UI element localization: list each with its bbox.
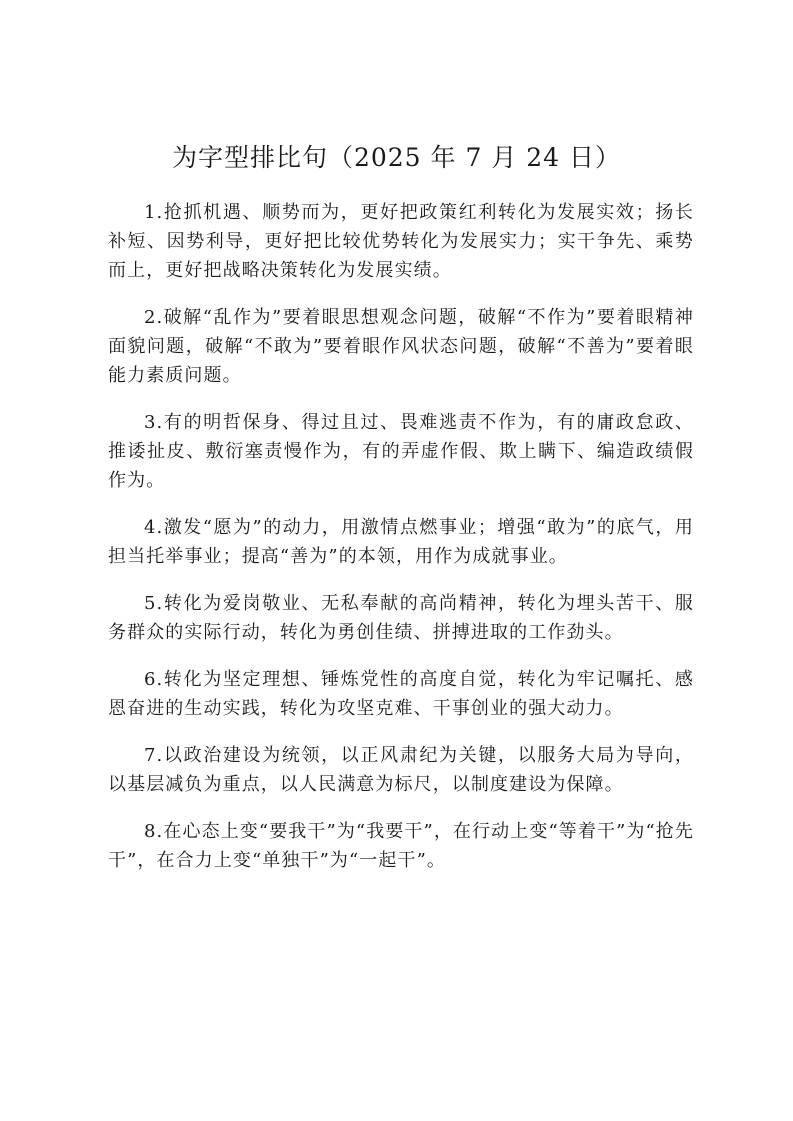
paragraph-4: 4.激发“愿为”的动力，用激情点燃事业；增强“敢为”的底气，用担当托举事业；提高“善为”的本领，用作为成就事业。 <box>108 517 694 567</box>
paragraph-1: 1.抢抓机遇、顺势而为，更好把政策红利转化为发展实效；扬长补短、因势利导，更好把比较优势转化为发展实力；实干争先、乘势而上，更好把战略决策转化为发展实绩。 <box>108 202 694 281</box>
document-body <box>108 198 694 893</box>
page-title: 为字型排比句（2025 年 7 月 24 日） <box>171 143 622 172</box>
paragraph-7: 7.以政治建设为统领，以正风肃纪为关键，以服务大局为导向，以基层减负为重点，以人民满意为标尺，以制度建设为保障。 <box>108 745 694 795</box>
paragraph-3: 3.有的明哲保身、得过且过、畏难逃责不作为，有的庸政怠政、推诿扯皮、敷衍塞责慢作为，有的弄虚作假、欺上瞒下、编造政绩假作为。 <box>108 412 694 491</box>
paragraph-5: 5.转化为爱岗敬业、无私奉献的高尚精神，转化为埋头苦干、服务群众的实际行动，转化为勇创佳绩、拼搏进取的工作劲头。 <box>108 593 694 643</box>
paragraph-6: 6.转化为坚定理想、锤炼党性的高度自觉，转化为牢记嘱托、感恩奋进的生动实践，转化为攻坚克难、干事创业的强大动力。 <box>108 669 694 719</box>
paragraph-2: 2.破解“乱作为”要着眼思想观念问题，破解“不作为”要着眼精神面貌问题，破解“不敢为”要着眼作风状态问题，破解“不善为”要着眼能力素质问题。 <box>108 307 694 386</box>
paragraph-8: 8.在心态上变“要我干”为“我要干”，在行动上变“等着干”为“抢先干”，在合力上变“单独干”为“一起干”。 <box>108 821 694 871</box>
